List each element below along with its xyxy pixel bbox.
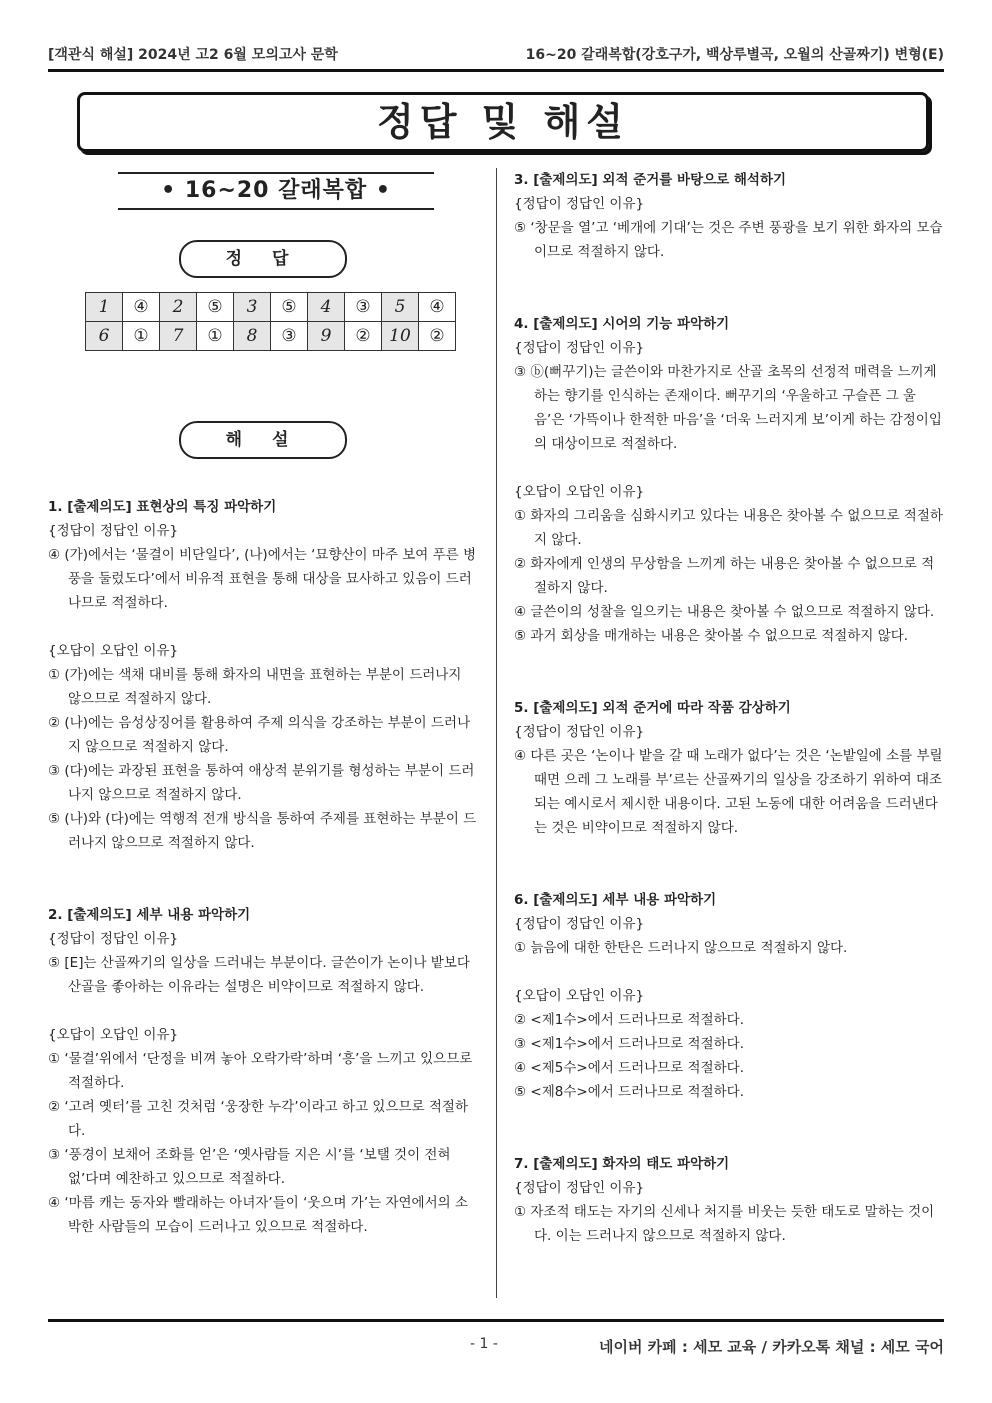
footer-divider bbox=[48, 1319, 944, 1322]
correct-heading: {정답이 정답인 이유} bbox=[48, 523, 179, 539]
explanation-label: 해 설 bbox=[179, 421, 347, 459]
question-6 bbox=[514, 888, 946, 1104]
wrong-item: ③ (다)에는 과장된 표현을 통하여 애상적 분위기를 형성하는 부분이 드러나지 않으므로 적절하지 않다. bbox=[48, 763, 475, 803]
question-4 bbox=[514, 312, 946, 648]
question-number: 6 bbox=[86, 322, 123, 351]
wrong-heading: {오답이 오답인 이유} bbox=[514, 484, 645, 500]
question-number: 10 bbox=[382, 322, 419, 351]
page-number: - 1 - bbox=[470, 1336, 498, 1352]
wrong-item: ④ <제5수>에서 드러나므로 적절하다. bbox=[514, 1060, 745, 1076]
header-divider bbox=[48, 69, 944, 72]
question-number: 7 bbox=[160, 322, 197, 351]
question-5 bbox=[514, 696, 946, 840]
wrong-item: ② 화자에게 인생의 무상함을 느끼게 하는 내용은 찾아볼 수 없으므로 적절하지 않다. bbox=[514, 556, 935, 596]
correct-item: ① 늙음에 대한 한탄은 드러나지 않으므로 적절하지 않다. bbox=[514, 940, 848, 956]
answer-value: ① bbox=[197, 322, 234, 351]
wrong-item: ① ‘물결’위에서 ‘단정을 비껴 놓아 오락가락’하며 ‘흥’을 느끼고 있으므로 적절하다. bbox=[48, 1051, 473, 1091]
page-header bbox=[48, 44, 944, 64]
correct-heading: {정답이 정답인 이유} bbox=[514, 1180, 645, 1196]
question-number: 5 bbox=[382, 293, 419, 322]
answer-value: ② bbox=[419, 322, 456, 351]
wrong-item: ④ ‘마름 캐는 동자와 빨래하는 아녀자’들이 ‘웃으며 가’는 자연에서의 소박한 사람들의 모습이 드러나고 있으므로 적절하다. bbox=[48, 1195, 468, 1235]
correct-heading: {정답이 정답인 이유} bbox=[48, 931, 179, 947]
wrong-item: ① 화자의 그리움을 심화시키고 있다는 내용은 찾아볼 수 없으므로 적절하지 않다. bbox=[514, 508, 943, 548]
question-title: 3. [출제의도] 외적 준거를 바탕으로 해석하기 bbox=[514, 172, 787, 188]
wrong-item: ⑤ <제8수>에서 드러나므로 적절하다. bbox=[514, 1084, 745, 1100]
question-3 bbox=[514, 168, 946, 264]
page-title: 정답 및 해설 bbox=[77, 92, 929, 152]
correct-heading: {정답이 정답인 이유} bbox=[514, 724, 645, 740]
column-divider bbox=[496, 168, 497, 1298]
correct-item: ④ 다른 곳은 ‘논이나 밭을 갈 때 노래가 없다’는 것은 ‘논밭일에 소를 부릴 때면 으레 그 노래를 부’르는 산골짜기의 일상을 강조하기 위하여 대조되는 예시로서 제시한 내용이다. 고된 노동에 대한 어려움을 드러낸다는 것은 비약이므로 적절하지 않다. bbox=[514, 748, 943, 836]
question-title: 5. [출제의도] 외적 준거에 따라 작품 감상하기 bbox=[514, 700, 791, 716]
correct-item: ① 자조적 태도는 자기의 신세나 처지를 비웃는 듯한 태도로 말하는 것이다. 이는 드러나지 않으므로 적절하지 않다. bbox=[514, 1204, 935, 1244]
question-number: 3 bbox=[234, 293, 271, 322]
correct-item: ⑤ ‘창문을 열’고 ‘베개에 기대’는 것은 주변 풍광을 보기 위한 화자의 모습이므로 적절하지 않다. bbox=[514, 220, 943, 260]
footer-credit: 네이버 카페 : 세모 교육 / 카카오톡 채널 : 세모 국어 bbox=[598, 1338, 944, 1356]
answer-value: ⑤ bbox=[271, 293, 308, 322]
left-column bbox=[48, 168, 478, 1239]
wrong-item: ② (나)에는 음성상징어를 활용하여 주제 의식을 강조하는 부분이 드러나지 않으므로 적절하지 않다. bbox=[48, 715, 471, 755]
question-number: 9 bbox=[308, 322, 345, 351]
wrong-heading: {오답이 오답인 이유} bbox=[48, 1027, 179, 1043]
wrong-item: ② <제1수>에서 드러나므로 적절하다. bbox=[514, 1012, 745, 1028]
wrong-heading: {오답이 오답인 이유} bbox=[48, 643, 179, 659]
correct-heading: {정답이 정답인 이유} bbox=[514, 196, 645, 212]
header-left: [객관식 해설] 2024년 고2 6월 모의고사 문학 bbox=[48, 47, 338, 63]
question-2 bbox=[48, 903, 478, 1239]
header-right: 16~20 갈래복합(강호구가, 백상루별곡, 오월의 산골짜기) 변형(E) bbox=[525, 47, 944, 63]
question-1 bbox=[48, 495, 478, 855]
question-title: 4. [출제의도] 시어의 기능 파악하기 bbox=[514, 316, 730, 332]
answer-value: ① bbox=[123, 322, 160, 351]
wrong-heading: {오답이 오답인 이유} bbox=[514, 988, 645, 1004]
answer-row bbox=[86, 293, 456, 322]
correct-item: ④ (가)에서는 ‘물결이 비단일다’, (나)에서는 ‘묘향산이 마주 보여 푸른 병풍을 둘렀도다’에서 비유적 표현을 통해 대상을 묘사하고 있음이 드러나므로 적절하다. bbox=[48, 547, 477, 611]
question-number: 4 bbox=[308, 293, 345, 322]
question-title: 1. [출제의도] 표현상의 특징 파악하기 bbox=[48, 499, 277, 515]
wrong-item: ② ‘고려 옛터’를 고친 것처럼 ‘웅장한 누각’이라고 하고 있으므로 적절하다. bbox=[48, 1099, 468, 1139]
question-7 bbox=[514, 1152, 946, 1248]
wrong-item: ③ <제1수>에서 드러나므로 적절하다. bbox=[514, 1036, 745, 1052]
question-number: 1 bbox=[86, 293, 123, 322]
section-banner: • 16~20 갈래복합 • bbox=[118, 172, 434, 210]
answer-value: ④ bbox=[419, 293, 456, 322]
answer-value: ③ bbox=[345, 293, 382, 322]
correct-heading: {정답이 정답인 이유} bbox=[514, 916, 645, 932]
answer-table bbox=[85, 292, 456, 351]
question-title: 6. [출제의도] 세부 내용 파악하기 bbox=[514, 892, 717, 908]
wrong-item: ⑤ (나)와 (다)에는 역행적 전개 방식을 통하여 주제를 표현하는 부분이 드러나지 않으므로 적절하지 않다. bbox=[48, 811, 477, 851]
answer-value: ⑤ bbox=[197, 293, 234, 322]
wrong-item: ③ ‘풍경이 보채어 조화를 얻’은 ‘옛사람들 지은 시’를 ‘보탤 것이 전혀 없’다며 예찬하고 있으므로 적절하다. bbox=[48, 1147, 451, 1187]
right-column bbox=[514, 168, 946, 1248]
question-title: 7. [출제의도] 화자의 태도 파악하기 bbox=[514, 1156, 730, 1172]
correct-heading: {정답이 정답인 이유} bbox=[514, 340, 645, 356]
wrong-item: ④ 글쓴이의 성찰을 일으키는 내용은 찾아볼 수 없으므로 적절하지 않다. bbox=[514, 604, 935, 620]
answer-value: ② bbox=[345, 322, 382, 351]
question-title: 2. [출제의도] 세부 내용 파악하기 bbox=[48, 907, 251, 923]
correct-item: ⑤ [E]는 산골짜기의 일상을 드러내는 부분이다. 글쓴이가 논이나 밭보다 산골을 좋아하는 이유라는 설명은 비약이므로 적절하지 않다. bbox=[48, 955, 470, 995]
question-number: 8 bbox=[234, 322, 271, 351]
correct-item: ③ ⓑ(뻐꾸기)는 글쓴이와 마찬가지로 산골 초목의 선정적 매력을 느끼게 하는 향기를 인식하는 존재이다. 뻐꾸기의 ‘우울하고 구슬픈 그 울음’은 ‘가뜩이나 한적한 마음’을 ‘더욱 느러지게 보’이게 하는 감정이입의 대상이므로 적절하다. bbox=[514, 364, 942, 452]
wrong-item: ① (가)에는 색채 대비를 통해 화자의 내면을 표현하는 부분이 드러나지 않으므로 적절하지 않다. bbox=[48, 667, 462, 707]
answer-value: ③ bbox=[271, 322, 308, 351]
wrong-item: ⑤ 과거 회상을 매개하는 내용은 찾아볼 수 없으므로 적절하지 않다. bbox=[514, 628, 909, 644]
answer-label: 정 답 bbox=[179, 240, 347, 278]
question-number: 2 bbox=[160, 293, 197, 322]
answer-row bbox=[86, 322, 456, 351]
answer-value: ④ bbox=[123, 293, 160, 322]
